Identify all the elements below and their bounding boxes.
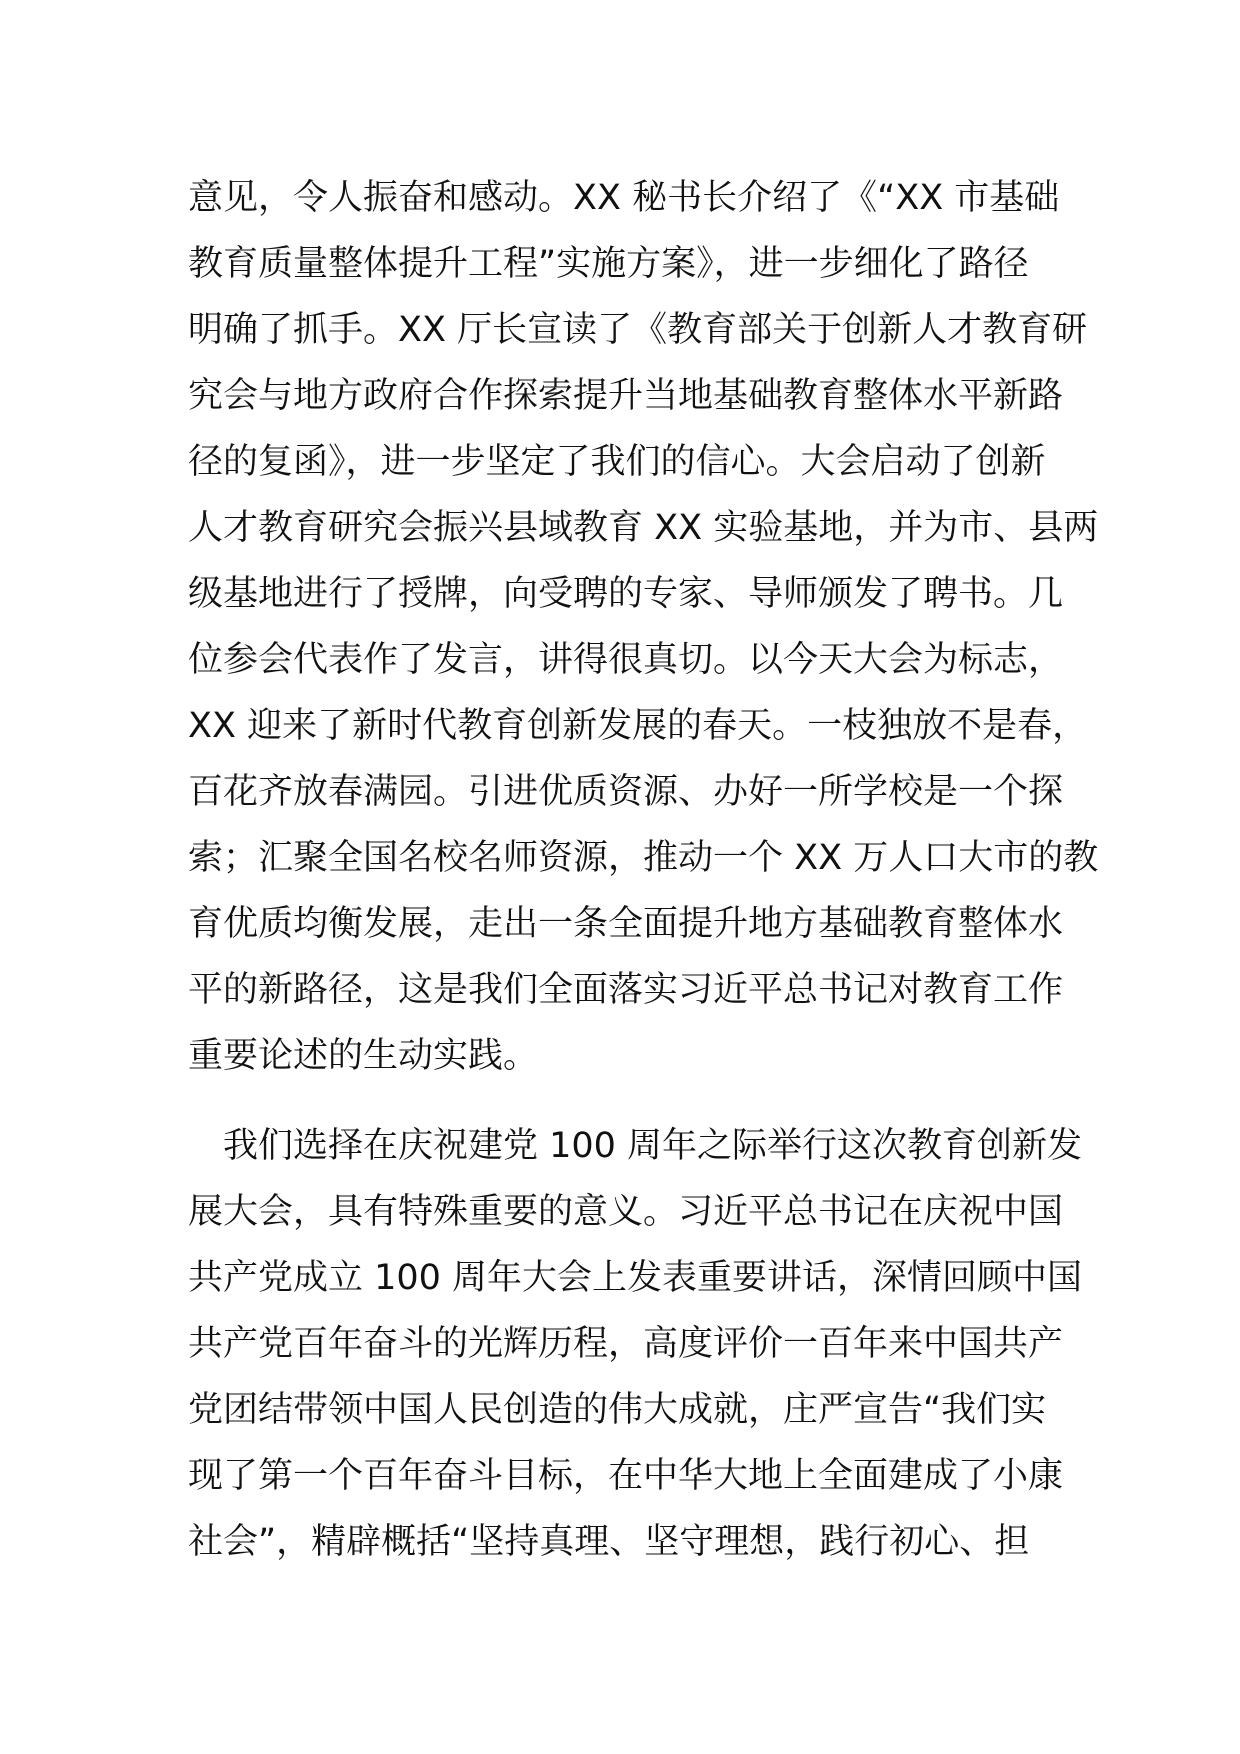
text-line: 社会”，精辟概括“坚持真理、坚守理想，践行初心、担 [188,1522,1030,1562]
text-line: 展大会，具有特殊重要的意义。习近平总书记在庆祝中国 [188,1192,1064,1232]
text-line: 共产党百年奋斗的光辉历程，高度评价一百年来中国共产 [188,1324,1064,1364]
text-line: 究会与地方政府合作探索提升当地基础教育整体水平新路 [188,376,1064,416]
text-line: 位参会代表作了发言，讲得很真切。以今天大会为标志， [188,640,1064,680]
text-line: 教育质量整体提升工程”实施方案》，进一步细化了路径 [188,244,1029,284]
text-line: 平的新路径，这是我们全面落实习近平总书记对教育工作 [188,970,1064,1010]
text-line: 明确了抓手。XX 厅长宣读了《教育部关于创新人才教育研 [188,310,1088,350]
paragraph-1 [188,165,1099,1089]
text-line: 百花齐放春满园。引进优质资源、办好一所学校是一个探 [188,772,1064,812]
text-line: 重要论述的生动实践。 [188,1036,539,1076]
text-line: 径的复函》，进一步坚定了我们的信心。大会启动了创新 [188,442,1046,482]
text-line: 党团结带领中国人民创造的伟大成就，庄严宣告“我们实 [188,1390,1047,1430]
text-line: XX 迎来了新时代教育创新发展的春天。一枝独放不是春， [188,706,1088,746]
text-line: 级基地进行了授牌，向受聘的专家、导师颁发了聘书。几 [188,574,1064,614]
text-line: 现了第一个百年奋斗目标，在中华大地上全面建成了小康 [188,1456,1064,1496]
text-line: 我们选择在庆祝建党 100 周年之际举行这次教育创新发 [188,1126,1083,1166]
text-line: 索；汇聚全国名校名师资源，推动一个 XX 万人口大市的教 [188,838,1099,878]
text-line: 人才教育研究会振兴县域教育 XX 实验基地，并为市、县两 [188,508,1099,548]
text-line: 育优质均衡发展，走出一条全面提升地方基础教育整体水 [188,904,1064,944]
paragraph-2 [188,1113,1083,1575]
text-line: 意见，令人振奋和感动。XX 秘书长介绍了《“XX 市基础 [188,178,1060,218]
text-line: 共产党成立 100 周年大会上发表重要讲话，深情回顾中国 [188,1258,1083,1298]
